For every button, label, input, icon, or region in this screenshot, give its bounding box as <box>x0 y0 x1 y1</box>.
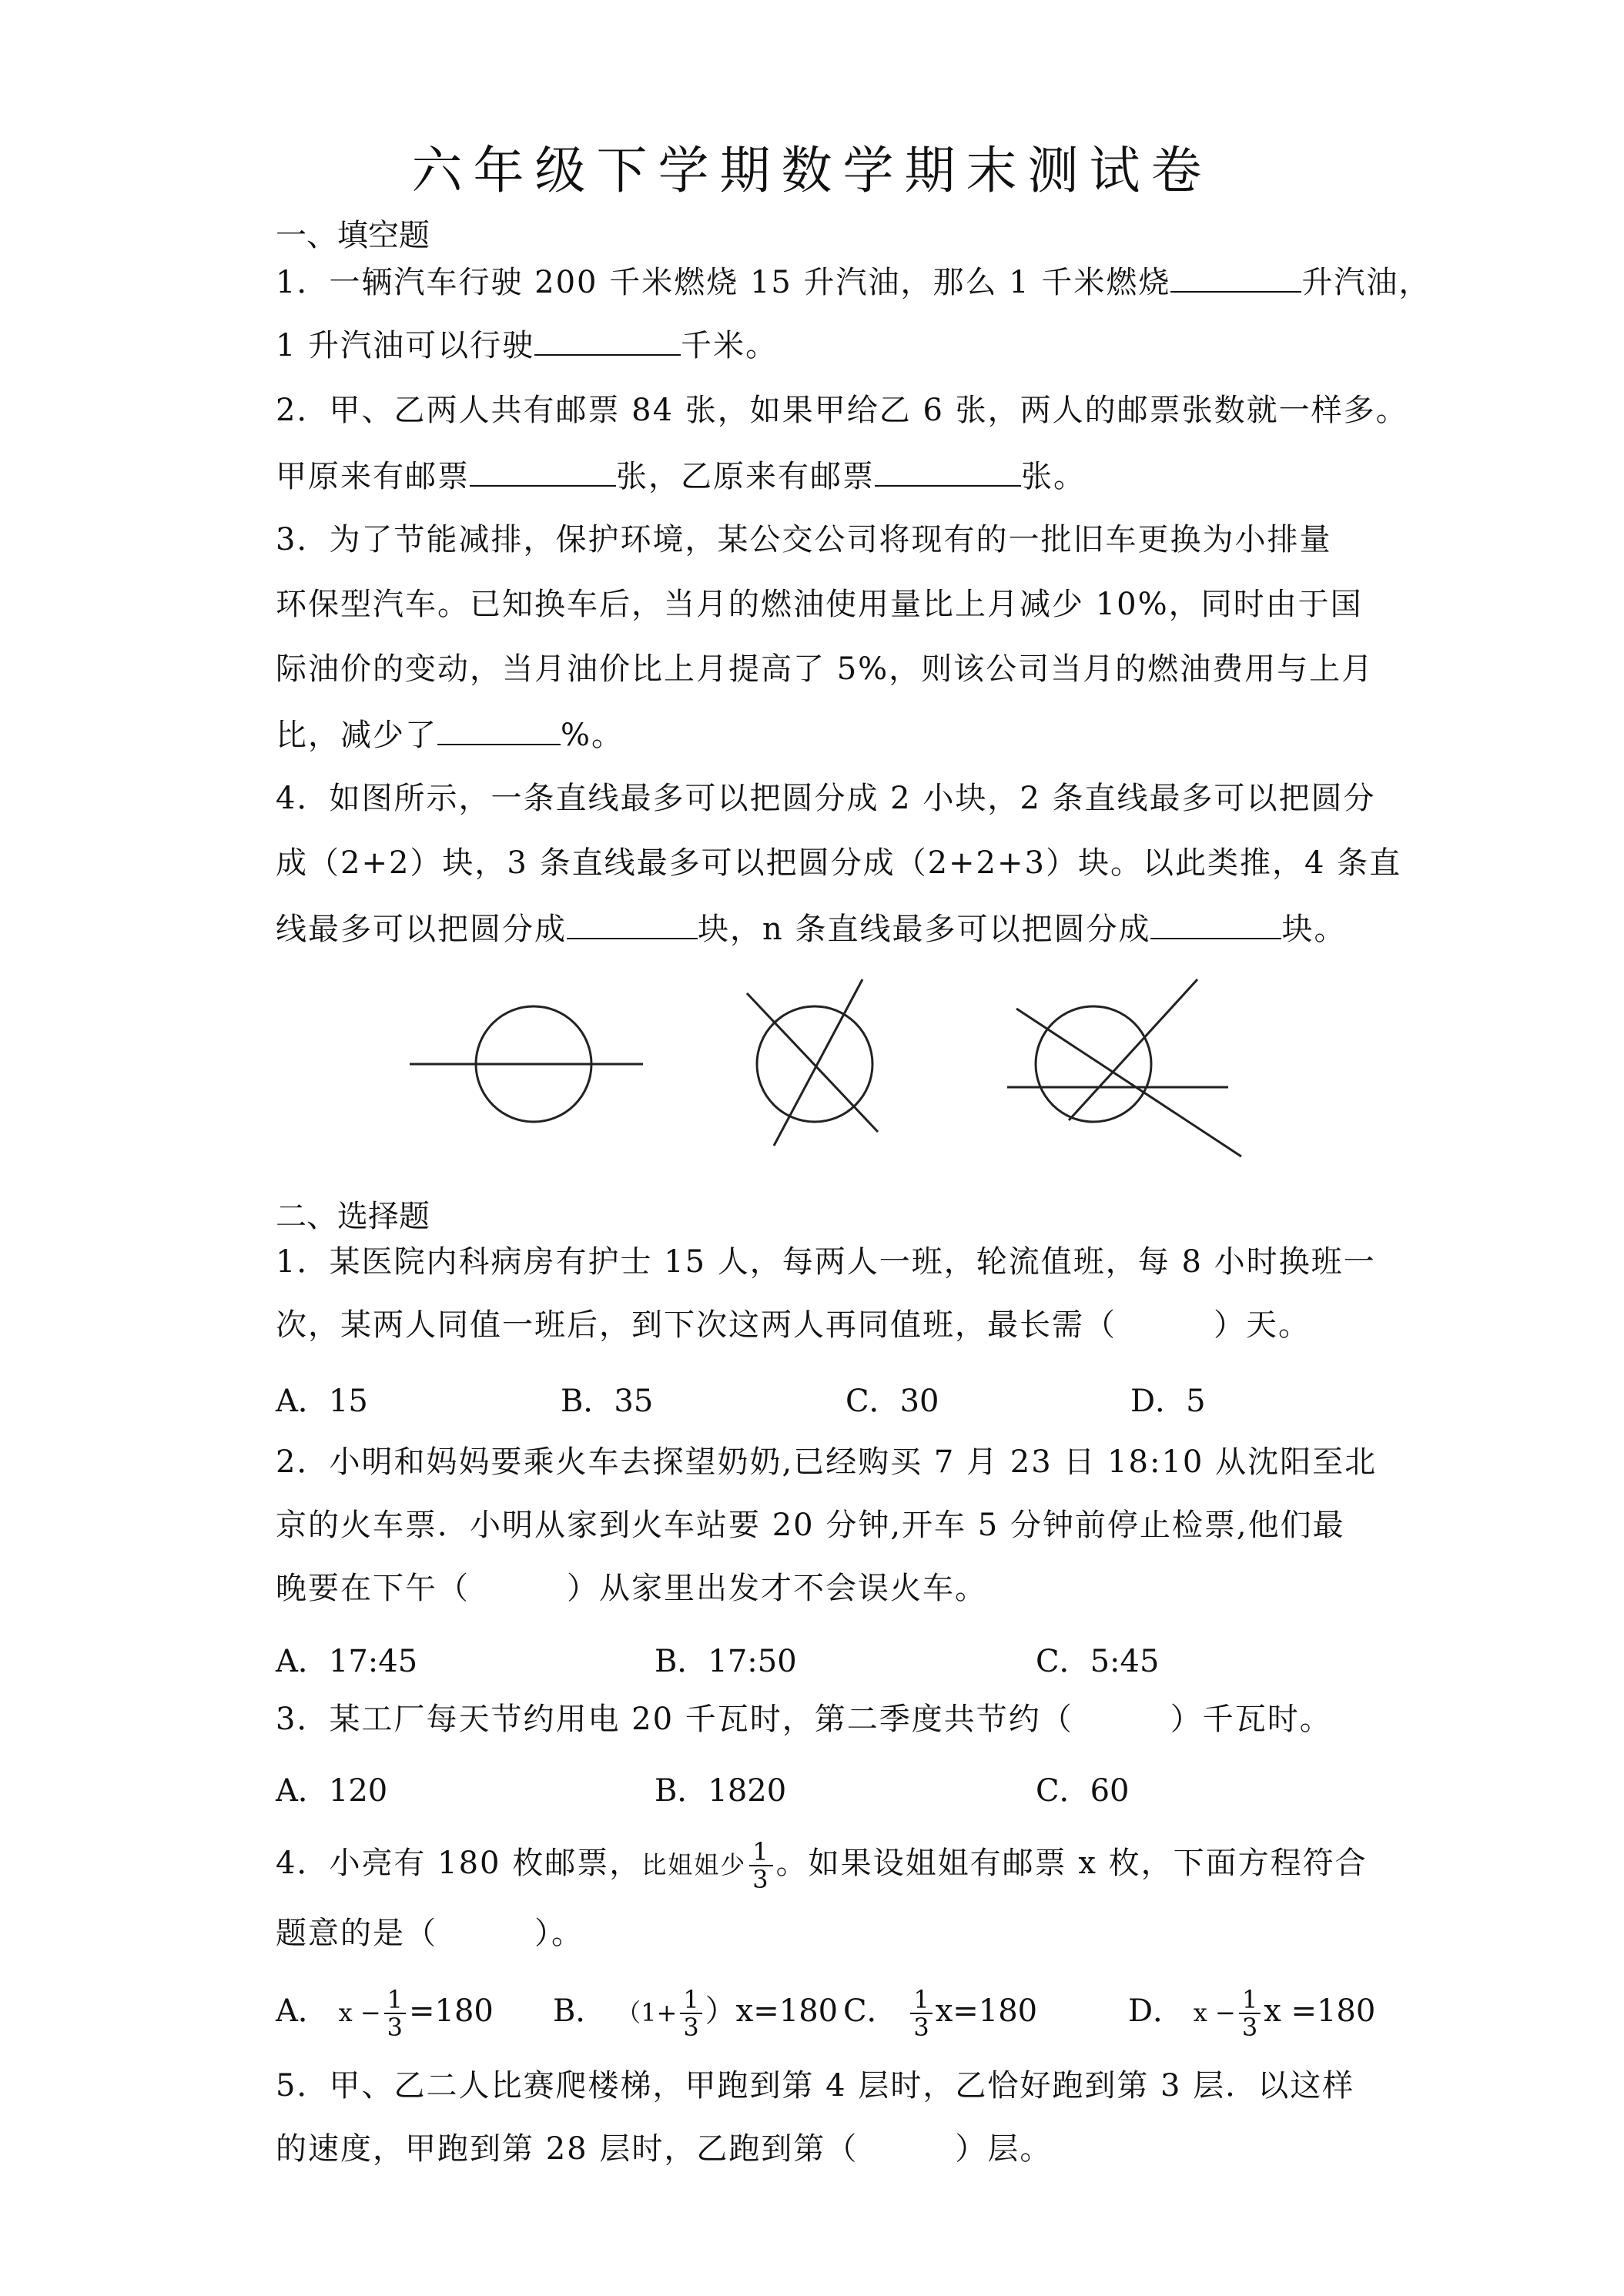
answer-blank[interactable] <box>437 715 561 745</box>
question-2-2-cont: 京的火车票．小明从家到火车站要 20 分钟,开车 5 分钟前停止检票,他们最 <box>276 1508 1345 1543</box>
question-2-1: 1．某医院内科病房有护士 15 人，每两人一班，轮流值班，每 8 小时换班一 <box>276 1244 1376 1280</box>
question-2-3: 3．某工厂每天节约用电 20 千瓦时，第二季度共节约（ ）千瓦时。 <box>276 1702 1332 1737</box>
option-a[interactable]: A．17:45 <box>276 1644 418 1679</box>
question-1-1: 1．一辆汽车行驶 200 千米燃烧 15 升汽油，那么 1 千米燃烧 升汽油， <box>276 262 1369 302</box>
cut-line <box>1069 979 1197 1120</box>
question-1-3-cont: 际油价的变动，当月油价比上月提高了 5%，则该公司当月的燃油费用与上月 <box>276 651 1375 687</box>
option-a[interactable]: A．120 <box>276 1773 388 1809</box>
question-2-5-cont: 的速度，甲跑到第 28 层时，乙跑到第（ ）层。 <box>276 2131 1053 2167</box>
section-heading-multiple-choice: 二、选择题 <box>276 1199 430 1234</box>
question-1-2-cont: 甲原来有邮票 张，乙原来有邮票 张。 <box>276 456 1369 496</box>
circle-lines-figure <box>385 962 1271 1170</box>
question-1-3: 3．为了节能减排，保护环境，某公交公司将现有的一批旧车更换为小排量 <box>276 522 1332 557</box>
question-1-3-cont: 比，减少了 %。 <box>276 715 1369 755</box>
fraction-one-third: $\frac{1}{3}$ <box>749 1839 772 1893</box>
answer-blank[interactable] <box>1170 262 1301 293</box>
option-b[interactable]: B．1820 <box>655 1773 787 1809</box>
answer-blank[interactable] <box>470 456 616 487</box>
question-2-2: 2．小明和妈妈要乘火车去探望奶奶,已经购买 7 月 23 日 18:10 从沈阳至北 <box>276 1444 1378 1480</box>
answer-blank[interactable] <box>1150 909 1281 939</box>
option-d[interactable]: D．5 <box>1130 1384 1206 1419</box>
option-b[interactable]: B．35 <box>561 1384 654 1419</box>
question-2-2-cont: 晚要在下午（ ）从家里出发才不会误火车。 <box>276 1571 987 1606</box>
question-1-4: 4．如图所示，一条直线最多可以把圆分成 2 小块，2 条直线最多可以把圆分 <box>276 781 1376 816</box>
question-1-1-cont: 1 升汽油可以行驶 千米。 <box>276 325 1369 365</box>
question-2-4-cont: 题意的是（ ）。 <box>276 1916 584 1951</box>
option-a[interactable]: A．15 <box>276 1384 368 1419</box>
page-title: 六年级下学期数学期末测试卷 <box>411 141 1213 200</box>
option-a[interactable]: A． x − $\frac{1}{3}$ =180 <box>276 1985 494 2042</box>
question-2-5: 5．甲、乙二人比赛爬楼梯，甲跑到第 4 层时，乙恰好跑到第 3 层．以这样 <box>276 2068 1355 2104</box>
cut-line <box>1016 1009 1241 1156</box>
option-c[interactable]: C．30 <box>845 1384 939 1419</box>
option-c[interactable]: C． $\frac{1}{3}$ x=180 <box>843 1985 1038 2042</box>
question-1-2: 2．甲、乙两人共有邮票 84 张，如果甲给乙 6 张，两人的邮票张数就一样多。 <box>276 393 1408 428</box>
question-1-4-cont: 线最多可以把圆分成 块，n 条直线最多可以把圆分成 块。 <box>276 909 1369 949</box>
question-1-3-cont: 环保型汽车。已知换车后，当月的燃油使用量比上月减少 10%，同时由于国 <box>276 587 1363 622</box>
option-c[interactable]: C．60 <box>1036 1773 1130 1809</box>
option-d[interactable]: D． x − $\frac{1}{3}$ x =180 <box>1128 1985 1376 2042</box>
question-1-4-cont: 成（2+2）块，3 条直线最多可以把圆分成（2+2+3）块。以此类推，4 条直 <box>276 845 1402 881</box>
question-2-4: 4．小亮有 180 枚邮票，比姐姐少 $\frac{1}{3}$ 。如果设姐姐有邮票 x 枚，下面方程符合 <box>276 1837 1368 1894</box>
circle-three-lines <box>1036 1006 1151 1122</box>
answer-blank[interactable] <box>567 909 698 939</box>
section-heading-fill-blank: 一、填空题 <box>276 218 430 253</box>
cut-line <box>747 993 878 1132</box>
option-b[interactable]: B．17:50 <box>655 1644 797 1679</box>
answer-blank[interactable] <box>875 456 1021 487</box>
question-2-1-cont: 次，某两人同值一班后，到下次这两人再同值班，最长需（ ）天。 <box>276 1307 1311 1343</box>
answer-blank[interactable] <box>534 325 681 356</box>
option-b[interactable]: B． （1+ $\frac{1}{3}$ ）x=180 <box>553 1985 839 2042</box>
option-c[interactable]: C．5:45 <box>1036 1644 1160 1679</box>
